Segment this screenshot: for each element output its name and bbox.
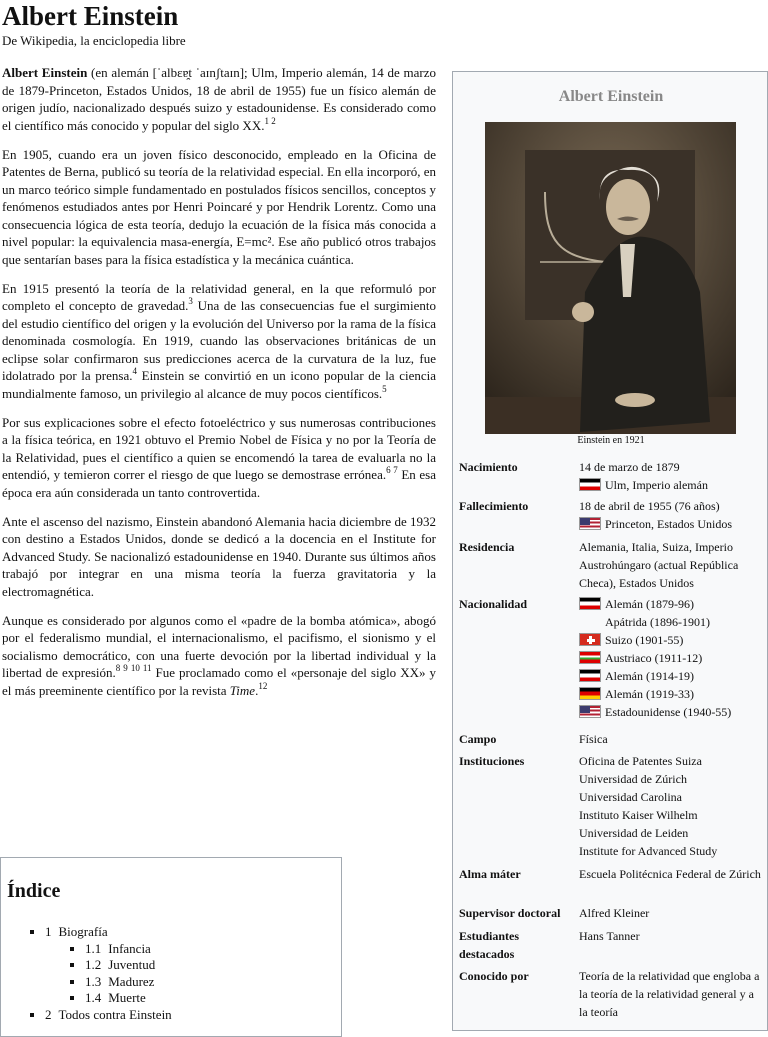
infobox	[452, 71, 768, 1031]
article-body	[2, 64, 436, 711]
toc-number: 1	[45, 924, 52, 939]
nationality-item	[579, 613, 765, 631]
paragraph-text: Una de las consecuencias fue el surgimiento del estudio científico del origen y la evolución del Universo por la rama de la física denominada cosmología. En 1919, cuando las observaciones británicas de un eclipse solar confirmaron sus predicciones acerca de la curvatura de la luz, fue idolatrado por la prensa.	[2, 298, 436, 383]
swiss-flag-icon	[579, 633, 601, 646]
photo-caption: Einstein en 1921	[577, 435, 645, 446]
toc-number: 1.1	[85, 940, 102, 956]
row-value	[579, 458, 765, 494]
paragraph-text: En 1915 presentó la teoría de la relatividad general, en la que reformuló por completo el concepto de gravedad.	[2, 280, 436, 313]
paragraph-nobel	[2, 414, 436, 502]
nationality-text[interactable]: Austriaco (1911-12)	[605, 651, 703, 665]
paragraph-nazism: Ante el ascenso del nazismo, Einstein abandonó Alemania hacia diciembre de 1932 con destino a Estados Unidos, donde se dedicó a la docencia en el Institute for Advanced Study. Se nacionalizó estadounidense en 1940. Durante sus últimos años trabajó por integrar en una misma teoría la fuerza gravitatoria y la electromagnética.	[2, 513, 436, 599]
usa-flag-icon	[579, 517, 601, 530]
reference-link[interactable]: 6 7	[386, 465, 398, 475]
row-label: Residencia	[459, 540, 515, 554]
weimar-flag-icon	[579, 687, 601, 700]
row-value[interactable]: Escuela Politécnica Federal de Zúrich	[579, 867, 761, 881]
nationality-text[interactable]: Alemán (1879-96)	[605, 597, 694, 611]
subject-name: Albert Einstein	[2, 65, 88, 80]
row-value	[579, 595, 765, 721]
reference-link[interactable]: 5	[382, 383, 387, 394]
row-label: Supervisor doctoral	[459, 906, 561, 920]
nationality-item	[579, 595, 765, 613]
face	[606, 179, 650, 235]
birth-place[interactable]: Ulm, Imperio alemán	[605, 478, 708, 492]
toc-label[interactable]: Juventud	[108, 957, 156, 972]
paragraph-text: En esa época era aún considerada un tanto controvertida.	[2, 467, 437, 500]
nationality-item	[579, 685, 765, 703]
row-label: Conocido por	[459, 969, 529, 983]
row-value	[579, 752, 765, 860]
paragraph-legacy	[2, 612, 436, 700]
german-empire-flag-icon	[579, 478, 601, 491]
institution-item[interactable]: Oficina de Patentes Suiza	[579, 754, 702, 768]
german-empire-flag-icon	[579, 597, 601, 610]
row-value[interactable]: Física	[579, 732, 608, 746]
row-value[interactable]: Alemania, Italia, Suiza, Imperio Austrohúngaro (actual República Checa), Estados Unidos	[579, 540, 739, 590]
birth-date[interactable]: 14 de marzo de 1879	[579, 460, 680, 474]
row-value[interactable]: Alfred Kleiner	[579, 906, 650, 920]
row-label: Alma máter	[459, 867, 521, 881]
reference-link[interactable]: 12	[258, 680, 268, 691]
institution-item[interactable]: Instituto Kaiser Wilhelm	[579, 808, 698, 822]
toc-label[interactable]: Infancia	[108, 940, 151, 956]
row-label: Campo	[459, 732, 497, 746]
page-title: Albert Einstein	[2, 1, 179, 31]
row-label: Fallecimiento	[459, 499, 529, 513]
nationality-item	[579, 631, 765, 649]
toc-number: 1.4	[85, 990, 102, 1005]
hand-left	[572, 302, 594, 322]
death-date[interactable]: 18 de abril de 1955 (76 años)	[579, 499, 720, 513]
austria-hungary-flag-icon	[579, 651, 601, 664]
toc-item-muerte[interactable]	[85, 990, 172, 1007]
institution-item[interactable]: Institute for Advanced Study	[579, 844, 718, 858]
toc-title: Índice	[7, 880, 61, 902]
toc-item-todos-contra-einstein[interactable]	[45, 1007, 172, 1024]
magazine-name[interactable]: Time	[229, 682, 256, 698]
paragraph-text: Por sus explicaciones sobre el efecto fotoeléctrico y sus numerosas contribuciones a la física teórica, en 1921 obtuvo el Premio Nobel de Física y no por la Teoría de la Relatividad, pues el científico a quien se encomendó la tarea de evaluarla no la entendió, y temieron correr el riesgo de que luego se demostrase errónea.	[2, 414, 436, 482]
nationality-text[interactable]: Apátrida (1896-1901)	[605, 615, 710, 629]
paragraph-relativity-general	[2, 280, 436, 403]
toc-item-juventud[interactable]	[85, 957, 172, 974]
paragraph-text: Aunque es considerado por algunos como el «padre de la bomba atómica», abogó por el federalismo mundial, el internacionalismo, el pacifismo, el sionismo y el socialismo democrático, con una fuerte devoción por la libertad individual y la libertad de expresión.	[2, 612, 436, 680]
nationality-item	[579, 703, 765, 721]
nationality-text[interactable]: Alemán (1914-19)	[605, 669, 694, 683]
birth-place-line	[579, 476, 765, 494]
paragraph-intro	[2, 64, 436, 134]
toc-label[interactable]: Muerte	[108, 990, 146, 1005]
toc-number: 1.2	[85, 957, 102, 972]
death-place-line	[579, 515, 765, 533]
nationality-item	[579, 667, 765, 685]
infobox-title: Albert Einstein	[558, 88, 664, 105]
nationality-text[interactable]: Suizo (1901-55)	[605, 633, 684, 647]
toc-number: 2	[45, 1006, 52, 1022]
toc-label[interactable]: Todos contra Einstein	[58, 1006, 172, 1022]
nationality-item	[579, 649, 765, 667]
row-value	[579, 497, 765, 533]
reference-link[interactable]: 3	[188, 296, 193, 306]
usa-flag-icon	[579, 705, 601, 718]
row-label: Estudiantes destacados	[459, 929, 520, 961]
german-empire-flag-icon	[579, 669, 601, 682]
portrait-photo[interactable]	[485, 122, 736, 434]
hand-right	[615, 393, 655, 407]
toc-label[interactable]: Madurez	[108, 973, 155, 989]
page-subtitle: De Wikipedia, la enciclopedia libre	[2, 33, 186, 48]
reference-link[interactable]: 8 9 10 11	[115, 663, 152, 673]
institution-item[interactable]: Universidad de Leiden	[579, 826, 689, 840]
row-label: Nacimiento	[459, 460, 518, 474]
paragraph-text: Einstein se convirtió en un icono popular de la ciencia mundialmente famoso, un privilegio al alcance de muy pocos científicos.	[2, 368, 437, 401]
toc-item-infancia[interactable]	[85, 941, 172, 958]
death-place[interactable]: Princeton, Estados Unidos	[605, 517, 732, 531]
toc-item-biografia[interactable]	[45, 924, 172, 1007]
toc-label[interactable]: Biografía	[58, 924, 108, 939]
toc-item-madurez[interactable]	[85, 974, 172, 991]
row-label: Instituciones	[459, 754, 525, 768]
paragraph-text: (en alemán [ˈalbɛɐ̯t ˈaɪnʃtaɪn]; Ulm, Imperio alemán, 14 de marzo de 1879-Princeton, Estados Unidos, 18 de abril de 1955) fue un físico alemán de origen judío, nacionalizado después suizo y estadounidense. Es considerado como el científico más conocido y popular del siglo XX.	[2, 65, 436, 133]
row-label: Nacionalidad	[459, 597, 528, 611]
nationality-text[interactable]: Estadounidense (1940-55)	[605, 705, 732, 719]
institution-item[interactable]: Universidad de Zúrich	[579, 772, 687, 786]
reference-link[interactable]: 1 2	[264, 115, 276, 126]
paragraph-relativity-special: En 1905, cuando era un joven físico desconocido, empleado en la Oficina de Patentes de Berna, publicó su teoría de la relatividad especial. En ella incorporó, en un marco teórico simple fundamentado en postulados físicos sencillos, conceptos y fenómenos estudiados antes por Henri Poincaré y por Hendrik Lorentz. Como una consecuencia lógica de esta teoría, dedujo la ecuación de la física más conocida a nivel popular: la equivalencia masa-energía, E=mc². Ese año publicó otros trabajos que sentarían bases para la física estadística y la mecánica cuántica.	[2, 146, 436, 267]
reference-link[interactable]: 4	[132, 366, 137, 376]
nationality-text[interactable]: Alemán (1919-33)	[605, 687, 694, 701]
institution-item[interactable]: Universidad Carolina	[579, 790, 682, 804]
toc-number: 1.3	[85, 973, 102, 989]
table-of-contents	[0, 857, 342, 1037]
paragraph-text: .	[255, 682, 259, 698]
toc-list	[45, 924, 172, 1023]
paragraph-text: Fue proclamado como el «personaje del siglo XX» y el más preeminente científico por la revista	[2, 665, 436, 698]
row-value[interactable]: Hans Tanner	[579, 929, 640, 943]
row-value[interactable]: Teoría de la relatividad que engloba a la teoría de la relatividad general y a la teoría	[579, 969, 760, 1019]
